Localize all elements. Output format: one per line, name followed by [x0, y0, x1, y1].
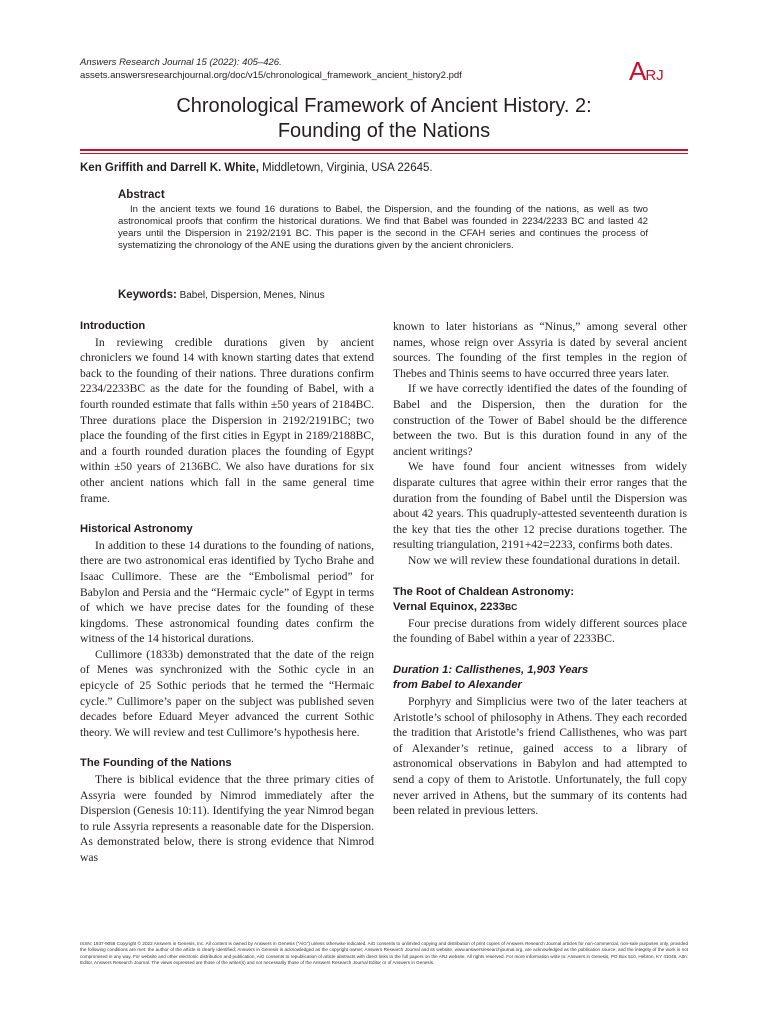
duration1-heading-line-1: Duration 1: Callisthenes, 1,903 Years	[393, 663, 589, 676]
keywords-text: Babel, Dispersion, Menes, Ninus	[176, 290, 325, 301]
left-column	[80, 319, 374, 866]
section-heading-duration-1	[393, 663, 687, 694]
title-line-2: Founding of the Nations	[277, 120, 491, 142]
chaldean-paragraph: Four precise durations from widely different sources place the founding of Babel within a year of 2233BC.	[393, 616, 687, 646]
chaldean-heading-line-1: The Root of Chaldean Astronomy:	[393, 585, 575, 598]
duration1-paragraph: Porphyry and Simplicius were two of the later teachers at Aristotle’s school of philosophy in Athens. They each recorded the tradition that Aristotle’s friend Callisthenes, who was part of Alexander’s retinue, gained access to a library of astronomical observations in Babylon and had attempted to send a copy of them to Aristotle. Unfortunately, the full copy never arrived in Athens, but the summary of its contents had been related in previous letters.	[393, 695, 687, 818]
body-paragraph-2: If we have correctly identified the dates of the founding of Babel and the Dispersion, then the duration for the construction of the Tower of Babel should be the difference between the two. But is this duration found in any of the ancient writings?	[393, 382, 687, 458]
abstract-heading: Abstract	[118, 189, 165, 201]
journal-header	[80, 57, 600, 82]
article-title	[80, 94, 688, 144]
duration1-heading-line-2: from Babel to Alexander	[393, 679, 522, 692]
section-heading-introduction: Introduction	[80, 320, 146, 332]
logo-letters-rj: RJ	[645, 67, 664, 84]
journal-citation: Answers Research Journal 15 (2022): 405–426.	[80, 57, 282, 68]
section-heading-founding: The Founding of the Nations	[80, 757, 232, 770]
astronomy-paragraph-2: Cullimore (1833b) demonstrated that the date of the reign of Menes was synchronized with the Sothic cycle in an epicycle of 25 Sothic periods that he termed the “Hermaic cycle.” Cullimore’s paper on the subject was published seven decades before Eduard Meyer advanced the current Sothic theory. We will review and test Cullimore’s hypothesis here.	[80, 647, 374, 739]
keywords-line	[118, 289, 325, 301]
author-names: Ken Griffith and Darrell K. White,	[80, 162, 259, 174]
author-affiliation: Middletown, Virginia, USA 22645.	[258, 162, 433, 174]
title-line-1: Chronological Framework of Ancient History. 2:	[176, 95, 592, 117]
author-line	[80, 162, 433, 174]
chaldean-heading-bc: BC	[504, 602, 518, 613]
article-url[interactable]: assets.answersresearchjournal.org/doc/v15/chronological_framework_ancient_history2.pdf	[80, 69, 462, 81]
keywords-label: Keywords:	[118, 289, 177, 301]
arj-logo	[629, 56, 664, 87]
section-heading-chaldean	[393, 585, 687, 616]
logo-letter-a: A	[629, 56, 646, 86]
continued-paragraph: known to later historians as “Ninus,” among several other names, whose reign over Assyria is dated by several ancient sources. The founding of the first temples in the region of Thebes and Thinis seems to have occurred three years later.	[393, 320, 687, 380]
chaldean-heading-line-2: Vernal Equinox, 2233	[393, 601, 505, 614]
title-rule-thick	[80, 149, 688, 151]
astronomy-paragraph-1: In addition to these 14 durations to the founding of nations, there are two astronomical eras identified by Tycho Brahe and Isaac Cullimore. These are the “Embolismal period” for Babylon and Persia and the “Hermaic cycle” of Egypt in terms of which we have precise dates for the founding of these kingdoms. These astronomical founding dates confirm the witness of the 14 historical durations.	[80, 538, 374, 646]
right-column	[393, 319, 687, 819]
founding-paragraph: There is biblical evidence that the three primary cities of Assyria were founded by Nimrod immediately after the Dispersion (Genesis 10:11). Identifying the year Nimrod began to rule Assyria represents a reasonable date for the Dispersion. As demonstrated below, there is strong evidence that Nimrod was	[80, 773, 374, 864]
body-paragraph-4: Now we will review these foundational durations in detail.	[408, 553, 681, 567]
title-rule-thin	[80, 153, 688, 154]
section-heading-astronomy: Historical Astronomy	[80, 523, 193, 536]
introduction-paragraph: In reviewing credible durations given by ancient chroniclers we found 14 with known starting dates that extend back to the founding of their nations. Three durations confirm 2234/2233BC as the date for the founding of Babel, with a fourth rounded estimate that falls within ±50 years of 2184BC. Three durations place the Dispersion in 2192/2191BC; two place the founding of the first cities in Egypt in 2189/2188BC, and a fourth rounded duration places the founding of Egypt within ±50 years of 2136BC. We also have durations for six other ancient nations which fall in the same general time frame.	[80, 335, 374, 505]
copyright-footer: ISSN: 1937-9056 Copyright © 2022 Answers in Genesis, Inc. All content is owned by Answers in Genesis (“AiG”) unless otherwise indicated. AiG consents to unlimited copying and distribution of print copies of Answers Research Journal articles for non-commercial, non-sale purposes only, provided the following conditions are met: the author of the article is clearly identified; Answers in Genesis is acknowledged as the copyright owner; Answers Research Journal and its website, www.answersresearchjournal.org, are acknowledged as the publication source; and the integrity of the work is not compromised in any way. For website and other electronic distribution and publication, AiG consents to republication of article abstracts with direct links to the full papers on the ARJ website. All rights reserved. For more information write to: Answers in Genesis, PO Box 510, Hebron, KY 41048, Attn: Editor, Answers Research Journal. The views expressed are those of the writer(s) and not necessarily those of the Answers Research Journal Editor or of Answers in Genesis.	[80, 941, 688, 966]
abstract-block	[118, 189, 648, 252]
body-paragraph-3: We have found four ancient witnesses from widely disparate cultures that agree within their error ranges that the duration from the founding of Babel until the Dispersion was about 42 years. This quadruply-attested seventeenth duration is the key that ties the other 12 precise durations together. The resulting triangulation, 2191+42=2233, confirms both dates.	[393, 460, 687, 552]
abstract-text: In the ancient texts we found 16 durations to Babel, the Dispersion, and the founding of the nations, as well as two astronomical proofs that confirm the historical durations. We find that Babel was founded in 2234/2233 BC and lasted 42 years until the Dispersion in 2192/2191 BC. This paper is the second in the CFAH series and continues the process of systematizing the chronology of the ANE using the durations given by the ancient chroniclers.	[118, 204, 648, 251]
